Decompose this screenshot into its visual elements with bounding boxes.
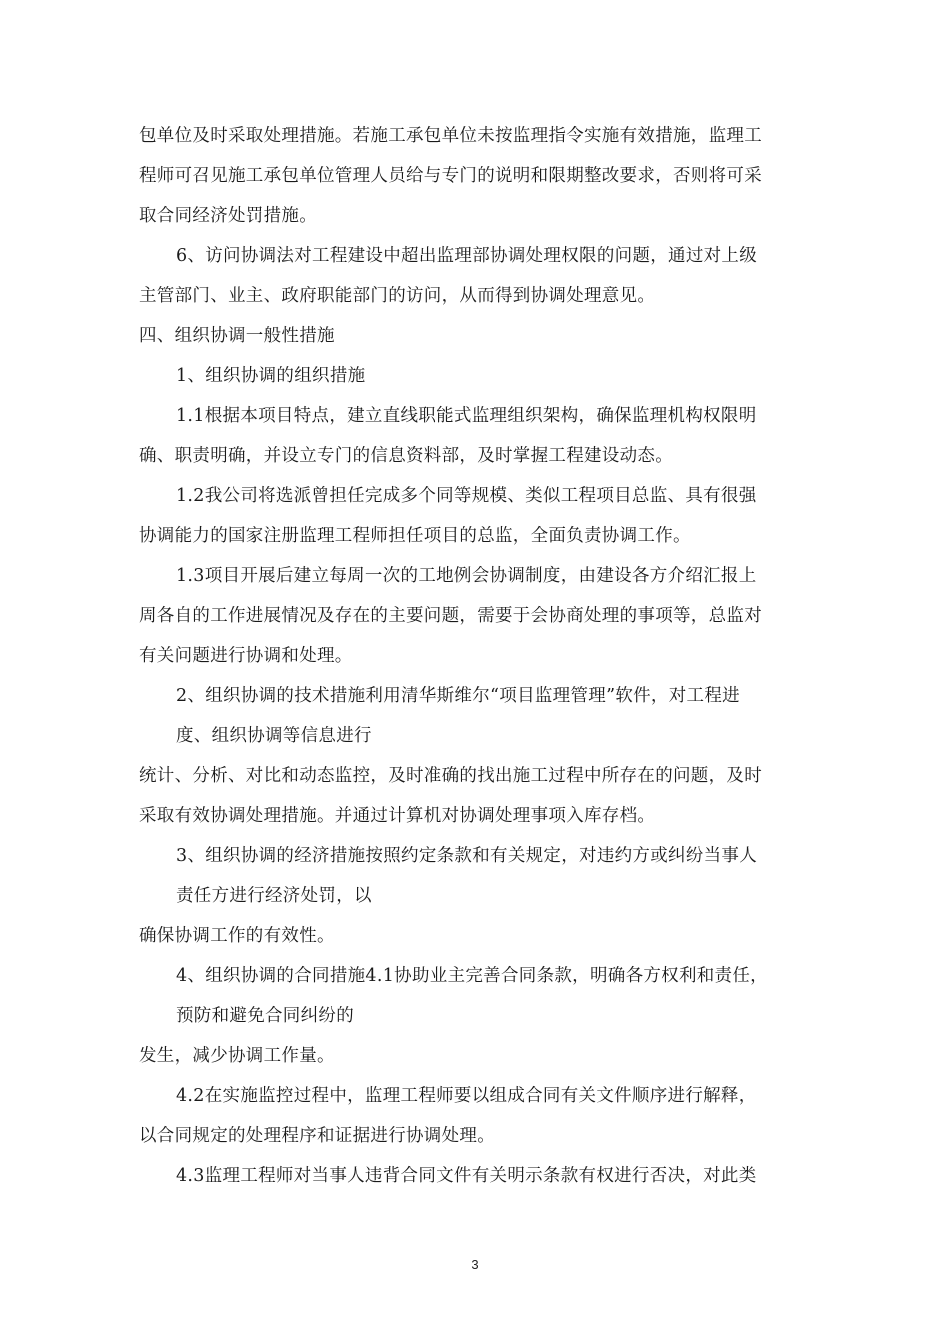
body-line: 周各自的工作进展情况及存在的主要问题，需要于会协商处理的事项等，总监对: [139, 606, 762, 626]
body-line: 度、组织协调等信息进行: [176, 726, 372, 746]
body-line: 取合同经济处罚措施。: [139, 206, 317, 226]
body-line: 4.2在实施监控过程中，监理工程师要以组成合同有关文件顺序进行解释，: [176, 1086, 757, 1106]
body-line: 确保协调工作的有效性。: [139, 926, 335, 946]
body-line: 3、组织协调的经济措施按照约定条款和有关规定，对违约方或纠纷当事人: [176, 846, 758, 866]
body-line: 程师可召见施工承包单位管理人员给与专门的说明和限期整改要求，否则将可采: [139, 166, 762, 186]
body-line: 1.3项目开展后建立每周一次的工地例会协调制度，由建设各方介绍汇报上: [176, 566, 757, 586]
body-line: 以合同规定的处理程序和证据进行协调处理。: [139, 1126, 495, 1146]
body-line: 采取有效协调处理措施。并通过计算机对协调处理事项入库存档。: [139, 806, 656, 826]
body-line: 1.2我公司将选派曾担任完成多个同等规模、类似工程项目总监、具有很强: [176, 486, 757, 506]
body-line: 包单位及时采取处理措施。若施工承包单位未按监理指令实施有效措施，监理工: [139, 126, 762, 146]
body-line: 确、职责明确，并设立专门的信息资料部，及时掌握工程建设动态。: [139, 446, 673, 466]
body-line: 1.1根据本项目特点，建立直线职能式监理组织架构，确保监理机构权限明: [176, 406, 757, 426]
body-line: 2、组织协调的技术措施利用清华斯维尔“项目监理管理”软件，对工程进: [176, 686, 740, 706]
body-line: 统计、分析、对比和动态监控，及时准确的找出施工过程中所存在的问题，及时: [139, 766, 762, 786]
body-line: 4、组织协调的合同措施4.1协助业主完善合同条款，明确各方权利和责任，: [176, 966, 768, 986]
body-line: 责任方进行经济处罚，以: [176, 886, 372, 906]
page-number: 3: [471, 1257, 479, 1272]
body-line: 6、访问协调法对工程建设中超出监理部协调处理权限的问题，通过对上级: [176, 246, 758, 266]
body-line: 协调能力的国家注册监理工程师担任项目的总监，全面负责协调工作。: [139, 526, 691, 546]
body-line: 预防和避免合同纠纷的: [176, 1006, 354, 1026]
body-line: 有关问题进行协调和处理。: [139, 646, 353, 666]
body-line: 4.3监理工程师对当事人违背合同文件有关明示条款有权进行否决，对此类: [176, 1166, 757, 1186]
body-line: 发生，减少协调工作量。: [139, 1046, 335, 1066]
body-line: 主管部门、业主、政府职能部门的访问，从而得到协调处理意见。: [139, 286, 656, 306]
subsection-heading: 1、组织协调的组织措施: [176, 366, 366, 386]
section-heading: 四、组织协调一般性措施: [139, 326, 335, 346]
